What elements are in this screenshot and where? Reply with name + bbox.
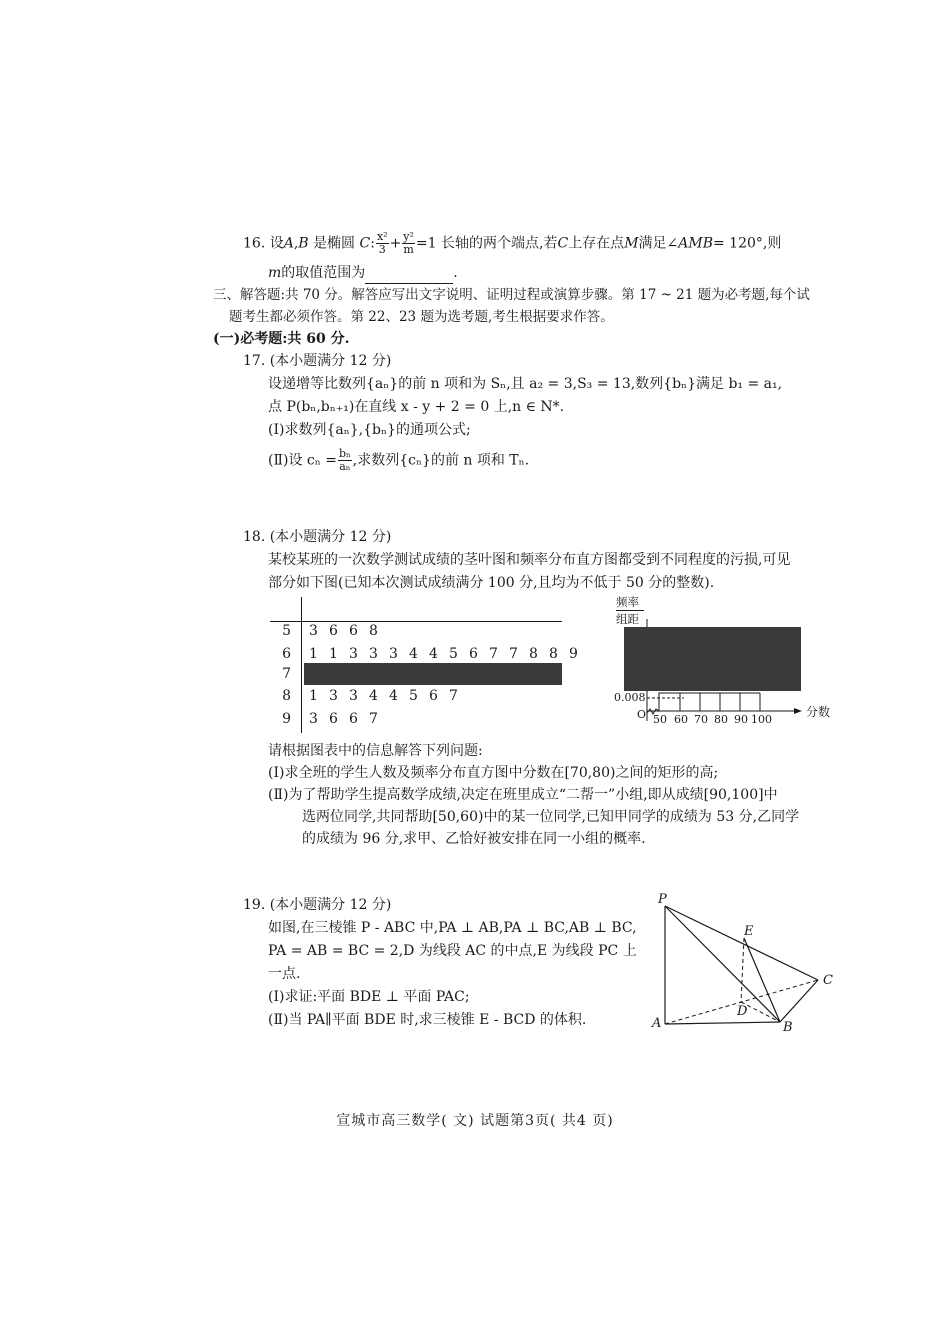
leaf: 7 <box>369 711 378 727</box>
q19-line3: 一点. <box>268 966 301 982</box>
q19-part1: (Ⅰ)求证:平面 BDE ⊥ 平面 PAC; <box>268 989 470 1005</box>
q17-line1: 设递增等比数列{aₙ}的前 n 项和为 Sₙ,且 a₂ = 3,S₃ = 13,数列{bₙ}满足 b₁ = a₁, <box>268 376 783 392</box>
label-B: B <box>783 1020 793 1035</box>
edge-EB <box>744 938 780 1022</box>
label-E: E <box>744 924 754 939</box>
q19-line1: 如图,在三棱锥 P - ABC 中,PA ⊥ AB,PA ⊥ BC,AB ⊥ BC, <box>268 920 637 936</box>
x-axis-label: 分数 <box>806 705 831 719</box>
q19-line2: PA = AB = BC = 2,D 为线段 AC 的中点,E 为线段 PC 上 <box>268 943 637 959</box>
leaf: 3 <box>349 688 358 704</box>
leaf: 7 <box>509 646 518 662</box>
leaf: 6 <box>349 623 358 639</box>
edge-PB <box>665 906 780 1022</box>
leaf: 4 <box>389 688 398 704</box>
label-D: D <box>737 1004 748 1019</box>
leaf: 4 <box>429 646 438 662</box>
origin-label: O <box>637 708 647 721</box>
stem-5: 5 <box>282 623 291 639</box>
q17-part2: (Ⅱ)设 cₙ = $\frac{\text{bₙ}}{\text{aₙ}}$ ,求数列{cₙ}的前 n 项和 Tₙ. <box>268 447 530 473</box>
answer-blank <box>365 269 453 284</box>
leaf: 3 <box>329 688 338 704</box>
edge-BC <box>780 980 818 1022</box>
leaf: 7 <box>489 646 498 662</box>
label-A: A <box>652 1016 662 1031</box>
leaf: 1 <box>309 646 318 662</box>
q18-part2-line2: 选两位同学,共同帮助[50,60)中的某一位同学,已知甲同学的成绩为 53 分,乙同学 <box>302 809 800 825</box>
q17-part1: (Ⅰ)求数列{aₙ},{bₙ}的通项公式; <box>268 422 471 438</box>
stem-6: 6 <box>282 646 291 662</box>
x-tick-90: 90 <box>734 713 748 726</box>
x-tick-50: 50 <box>653 713 667 726</box>
edge-ED-dashed <box>741 938 744 1002</box>
section3-line1: 三、解答题:共 70 分。解答应写出文字说明、证明过程或演算步骤。第 17 ~ 21 题为必考题,每个试 <box>213 287 810 303</box>
leaf: 3 <box>309 623 318 639</box>
leaf: 6 <box>349 711 358 727</box>
leaf: 3 <box>369 646 378 662</box>
leaves-row-5 <box>309 623 389 639</box>
x-tick-70: 70 <box>694 713 708 726</box>
q16-line1: 16. 设A,B 是椭圆 C: $\frac{\text{x²}}{3}$ + $\frac{\text{y²}}{m}$ =1 长轴的两个端点,若C上存在点M满足∠AMB= 120°,则 <box>243 230 782 256</box>
label-C: C <box>823 973 833 988</box>
stem-divider <box>301 597 302 733</box>
x-tick-60: 60 <box>674 713 688 726</box>
section3-line2: 题考生都必须作答。第 22、23 题为选考题,考生根据要求作答。 <box>229 309 614 325</box>
leaf: 3 <box>389 646 398 662</box>
leaf: 3 <box>349 646 358 662</box>
q18-line1: 某校某班的一次数学测试成绩的茎叶图和频率分布直方图都受到不同程度的污损,可见 <box>268 552 791 568</box>
leaf: 1 <box>309 688 318 704</box>
required-heading: (一)必考题:共 60 分. <box>213 331 350 347</box>
y-tick-0008: 0.008 <box>614 691 646 704</box>
label-P: P <box>658 892 667 907</box>
leaf: 5 <box>449 646 458 662</box>
leaf: 3 <box>309 711 318 727</box>
edge-AB <box>665 1022 780 1024</box>
q18-prompt: 请根据图表中的信息解答下列问题: <box>268 743 483 759</box>
leaf: 4 <box>409 646 418 662</box>
fraction-bn-over-an: $\frac{\text{bₙ}}{\text{aₙ}}$ <box>338 447 351 473</box>
fraction-y2-over-m: $\frac{\text{y²}}{m}$ <box>403 230 414 256</box>
q19-part2: (Ⅱ)当 PA∥平面 BDE 时,求三棱锥 E - BCD 的体积. <box>268 1012 587 1028</box>
x-tick-100: 100 <box>751 713 772 726</box>
pyramid-figure <box>640 892 840 1037</box>
q18-part2-line1: (Ⅱ)为了帮助学生提高数学成绩,决定在班里成立“二帮一”小组,即从成绩[90,100]中 <box>268 787 778 803</box>
page-footer: 宣城市高三数学( 文) 试题第3页( 共4 页) <box>336 1113 614 1129</box>
x-axis-arrow-icon <box>794 708 802 714</box>
leaves-row-6 <box>309 646 589 662</box>
ylabel-top: 频率 <box>616 595 639 609</box>
stem-7: 7 <box>282 666 291 682</box>
leaf: 7 <box>449 688 458 704</box>
stem-leaf-plot <box>265 595 578 735</box>
leaf: 8 <box>549 646 558 662</box>
leaf: 4 <box>369 688 378 704</box>
leaf: 1 <box>329 646 338 662</box>
leaf: 6 <box>329 711 338 727</box>
leaf: 8 <box>529 646 538 662</box>
q18-part2-line3: 的成绩为 96 分,求甲、乙恰好被安排在同一小组的概率. <box>302 831 646 847</box>
fraction-x2-over-3: $\frac{\text{x²}}{3}$ <box>376 230 388 256</box>
q18-part1: (Ⅰ)求全班的学生人数及频率分布直方图中分数在[70,80)之间的矩形的高; <box>268 765 719 781</box>
leaf: 6 <box>329 623 338 639</box>
edge-PC <box>665 906 818 980</box>
frequency-histogram <box>612 593 834 735</box>
x-tick-80: 80 <box>714 713 728 726</box>
q17-line2: 点 P(bₙ,bₙ₊₁)在直线 x - y + 2 = 0 上,n ∈ N*. <box>268 399 565 415</box>
stem-8: 8 <box>282 688 291 704</box>
bar-50-60 <box>659 693 680 711</box>
header-rule <box>270 621 562 622</box>
q19-header: 19. (本小题满分 12 分) <box>243 897 392 913</box>
histogram-smudge <box>624 627 801 691</box>
leaves-row-9 <box>309 711 389 727</box>
ylabel-bottom: 组距 <box>616 612 639 626</box>
q16-line2: m的取值范围为 . <box>268 262 458 284</box>
smudge-row-7 <box>304 663 562 685</box>
stem-9: 9 <box>282 711 291 727</box>
leaf: 9 <box>569 646 578 662</box>
leaf: 8 <box>369 623 378 639</box>
q18-line2: 部分如下图(已知本次测试成绩满分 100 分,且均为不低于 50 分的整数). <box>268 575 715 591</box>
q17-header: 17. (本小题满分 12 分) <box>243 353 392 369</box>
leaf: 5 <box>409 688 418 704</box>
q18-header: 18. (本小题满分 12 分) <box>243 529 392 545</box>
leaf: 6 <box>429 688 438 704</box>
leaves-row-8 <box>309 688 469 704</box>
leaf: 6 <box>469 646 478 662</box>
